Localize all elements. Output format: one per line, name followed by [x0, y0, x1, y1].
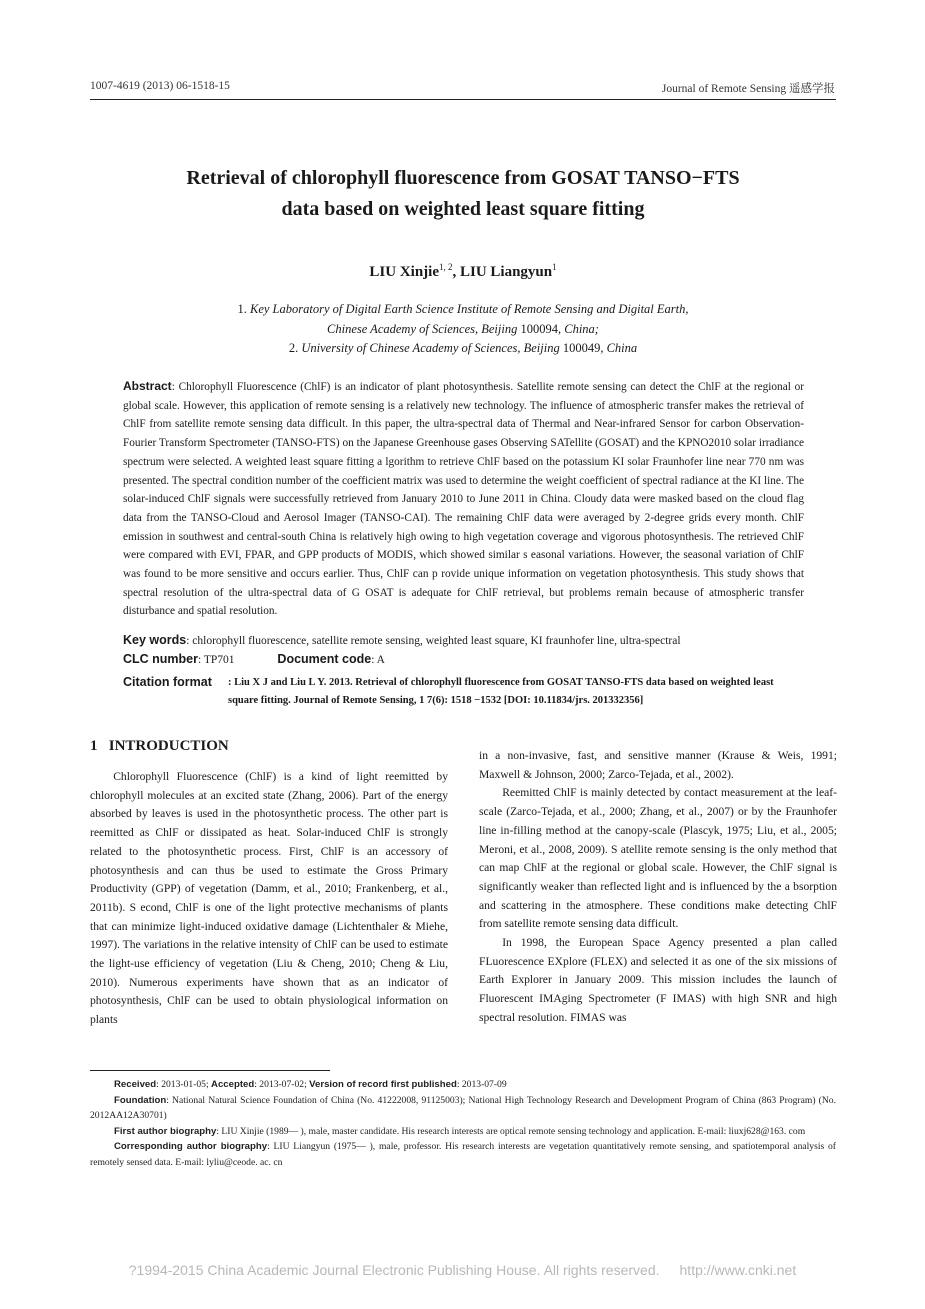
paragraph: In 1998, the European Space Agency presented a plan called FLuorescence EXplore (FLEX) and selected it as one of the six missions of Earth Explorer in January 2009. This mission includes the launch of Fluorescent IMAging Spectrometer (F IMAS) with high SNR and high spectral resolution. FIMAS was: [479, 936, 837, 1024]
body-left-column: [90, 768, 448, 1030]
copyright-watermark: [0, 1262, 925, 1278]
affil-text: , China;: [557, 321, 599, 336]
affil-num: 1.: [237, 302, 250, 316]
author-separator: ,: [452, 264, 460, 280]
first-author-footnote: [90, 1124, 836, 1140]
body-right-column: [479, 747, 837, 1028]
accepted-date: : 2013-07-02;: [254, 1079, 310, 1090]
affil-text: Key Laboratory of Digital Earth Science Institute of Remote Sensing and Digital Earth,: [250, 302, 689, 316]
citation-format: [123, 673, 804, 710]
foundation-footnote: [90, 1093, 836, 1124]
title-line-2: data based on weighted least square fitting: [281, 198, 645, 220]
document-code-label: Document code: [277, 652, 372, 666]
title-line-1: Retrieval of chlorophyll fluorescence from GOSAT TANSO−FTS: [186, 167, 740, 189]
abstract-text: : Chlorophyll Fluorescence (ChlF) is an indicator of plant photosynthesis. Satellite remote sensing can detect the ChlF at the regional or global scale. However, this application of remote sensing is a relatively new technology. The influence of atmospheric transfer makes the retrieval of ChlF from satellite remote sensing data difficult. In this paper, the ultra-spectral data of Thermal and Near-infrared Sensor for carbon Observation-Fourier Transform Spectrometer (TANSO-FTS) on the Japanese Greenhouse gases Observing SATellite (GOSAT) and the KPNO2010 solar irradiance spectrum were selected. A weighted least square fitting a lgorithm to retrieve ChlF based on the potassium KI solar Fraunhofer line near 770 nm was presented. The spectral condition number of the coefficient matrix was used to determine the weight coefficient of spectral radiance at the KI line. The solar-induced ChlF signals were successfully retrieved from January 2010 to June 2011 in China. Cloudy data were masked based on the cloud flag data from the TANSO-Cloud and Aerosol Imager (TANSO-CAI). The remaining ChlF data were averaged by 2-degree grids every month. ChlF emission in southwest and central-south China is relatively high owing to high vegetation coverage and vigorous photosynthesis. The retrieved ChlF were compared with EVI, FPAR, and GPP products of MODIS, which showed similar s easonal variations. However, the seasonal variation of ChlF was found to be more sensitive and occurs earlier. Thus, ChlF can p rovide unique information on vegetation photosynthesis. This study shows that spectral resolution of the ultra-spectral data of G OSAT is adequate for ChlF retrieval, but problems remain because of atmospheric transfer disturbance and spatial resolution.: [123, 381, 804, 618]
received-date: : 2013-01-05;: [156, 1079, 212, 1090]
document-code-value: : A: [371, 654, 385, 666]
journal-name-header: Journal of Remote Sensing 遥感学报: [661, 83, 835, 95]
version-label: Version of record first published: [309, 1079, 457, 1090]
citation-text: : Liu X J and Liu L Y. 2013. Retrieval of chlorophyll fluorescence from GOSAT TANSO-FTS data based on weighted least square fitting. Journal of Remote Sensing, 1 7(6): 1518 −1532 [DOI: 10.11834/jrs. 201332356]: [228, 677, 774, 706]
abstract: [123, 377, 804, 621]
paragraph: Chlorophyll Fluorescence (ChlF) is a kind of light reemitted by chlorophyll molecules at an excited state (Zhang, 2006). Part of the energy absorbed by leaves is used in the photosynthetic process. The other part is reemitted as ChlF or dissipated as heat. Solar-induced ChlF is strongly related to the photosynthetic process. First, ChlF is an accessory of photosynthesis and can thus be used to estimate the Gross Primary Productivity (GPP) of vegetation (Damm, et al., 2010; Frankenberg, et al., 2011b). S econd, ChlF is one of the light protective mechanisms of plants that can minimize light-induced oxidative damage (Lichtenthaler & Miehe, 1997). The variations in the relative intensity of ChlF can be used to estimate the light-use efficiency of vegetation (Liu & Cheng, 2010; Cheng & Liu, 2010). Numerous experiments have shown that as an indicator of photosynthesis, ChlF can be used to obtain physiological information on plants: [90, 770, 448, 1027]
section-title: INTRODUCTION: [108, 738, 229, 754]
cnki-url: http://www.cnki.net: [679, 1262, 797, 1278]
affil-postcode: 100094: [520, 321, 558, 336]
affil-postcode: 100049: [562, 341, 601, 355]
author-2: LIU Liangyun: [459, 264, 553, 280]
affiliation-1: [90, 300, 836, 320]
footnote-rule: [90, 1070, 330, 1071]
affil-num: 2.: [288, 341, 302, 355]
paper-title: [90, 163, 836, 225]
corresponding-author-label: Corresponding author biography: [114, 1141, 268, 1152]
section-number: 1: [90, 738, 98, 754]
affiliations: [90, 300, 836, 359]
affil-text: Chinese Academy of Sciences, Beijing: [327, 321, 521, 336]
first-author-label: First author biography: [114, 1125, 217, 1137]
author-1-affil: 1, 2: [438, 262, 453, 272]
paragraph: in a non-invasive, fast, and sensitive manner (Krause & Weis, 1991; Maxwell & Johnson, 2000; Zarco-Tejada, et al., 2002).: [479, 749, 837, 781]
keywords-text: : chlorophyll fluorescence, satellite remote sensing, weighted least square, KI fraunhofer line, ultra-spectral: [186, 635, 681, 647]
citation-label: Citation format: [123, 675, 212, 689]
received-label: Received: [114, 1079, 157, 1090]
keywords: [123, 633, 804, 647]
clc-label: CLC number: [123, 652, 198, 666]
author-1: LIU Xinjie: [369, 264, 439, 280]
keywords-label: Key words: [123, 633, 187, 647]
header-rule: [90, 99, 836, 100]
affil-text: University of Chinese Academy of Sciences, Beijing: [301, 341, 563, 355]
dates-footnote: [90, 1077, 836, 1093]
section-heading: [90, 738, 229, 755]
first-author-text: : LIU Xinjie (1989— ), male, master candidate. His research interests are optical remote sensing technology and application. E-mail: liuxj628@163. com: [216, 1125, 806, 1137]
foundation-text: : National Natural Science Foundation of China (No. 41222008, 91125003); National High Technology Research and Development Program of China (863 Program) (No. 2012AA12A30701): [90, 1094, 836, 1121]
author-2-affil: 1: [552, 262, 557, 272]
corresponding-author-footnote: [90, 1139, 836, 1170]
abstract-label: Abstract: [123, 379, 172, 393]
clc-value: : TP701: [198, 654, 235, 666]
footnotes: [90, 1077, 836, 1170]
affil-text: , China: [600, 341, 638, 355]
version-date: : 2013-07-09: [456, 1079, 507, 1090]
corresponding-author-text: : LIU Liangyun (1975— ), male, professor. His research interests are vegetation quantitatively remote sensing, and spatiotemporal analysis of remotely sensed data. E-mail: lyliu@ceode. ac. cn: [90, 1141, 836, 1168]
affiliation-1-cont: [90, 320, 836, 340]
foundation-label: Foundation: [114, 1094, 167, 1106]
affiliation-2: [90, 339, 836, 359]
clc-line: [123, 652, 804, 666]
journal-issn-header: 1007-4619 (2013) 06-1518-15: [90, 80, 230, 92]
paragraph: Reemitted ChlF is mainly detected by contact measurement at the leaf-scale (Zarco-Tejada, et al., 2000; Zhang, et al., 2007) or by the Fraunhofer line in-filling method at the canopy-scale (Plascyk, 1975; Liu, et al., 2005; Meroni, et al., 2008, 2009). S atellite remote sensing is the only method that can map ChlF at the regional or global scale. However, the ChlF signal is significantly weaker than reflected light and is influenced by the a bsorption and scattering in the atmosphere. These conditions make detecting ChlF from satellite remote sensing data difficult.: [479, 786, 837, 931]
authors: [90, 262, 836, 281]
copyright-text: ?1994-2015 China Academic Journal Electronic Publishing House. All rights reserved.: [128, 1262, 660, 1278]
accepted-label: Accepted: [211, 1079, 255, 1090]
